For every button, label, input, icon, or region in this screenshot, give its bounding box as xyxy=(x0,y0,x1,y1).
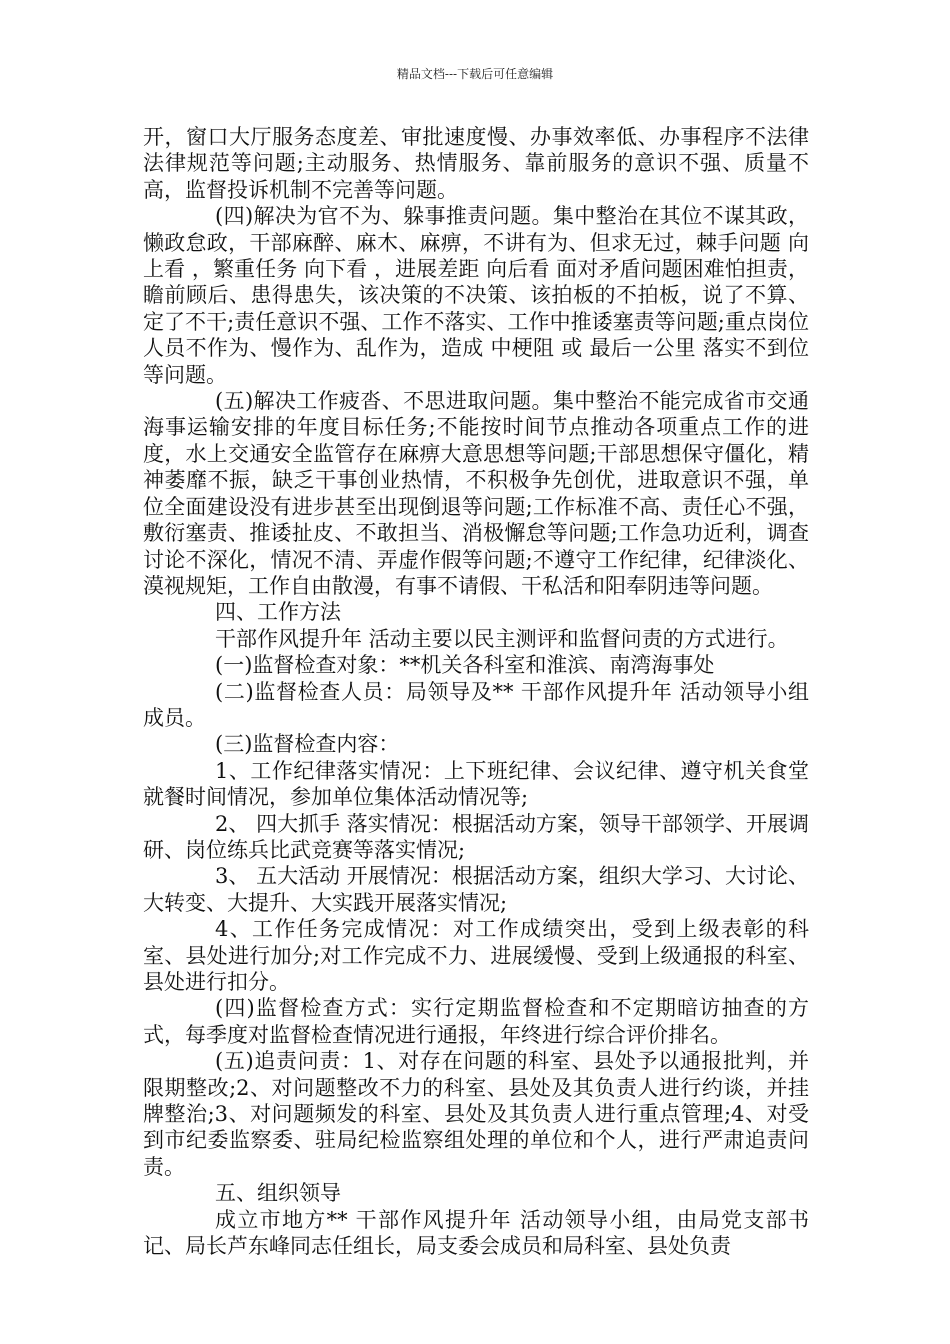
paragraph-method-intro: 干部作风提升年 活动主要以民主测评和监督问责的方式进行。 xyxy=(215,626,789,651)
list-item-five-activities: 3、 五大活动 开展情况：根据活动方案，组织大学习、大讨论、大转变、大提升、大实践开展落实情况; xyxy=(143,864,809,915)
paragraph-inspection-targets: (一)监督检查对象：**机关各科室和淮滨、南湾海事处 xyxy=(215,653,715,678)
section-heading-work-method: 四、工作方法 xyxy=(215,600,341,625)
paragraph-continuation: 开，窗口大厅服务态度差、审批速度慢、办事效率低、办事程序不法律法律规范等问题;主动服务、热情服务、靠前服务的意识不强、质量不高，监督投诉机制不完善等问题。 xyxy=(143,125,809,202)
list-item-task-completion: 4、工作任务完成情况：对工作成绩突出，受到上级表彰的科室、县处进行加分;对工作完成不力、进展缓慢、受到上级通报的科室、县处进行扣分。 xyxy=(143,917,809,994)
paragraph-section-4-officials: (四)解决为官不为、躲事推责问题。集中整治在其位不谋其政，懒政怠政，干部麻醉、麻木、麻痹，不讲有为、但求无过，棘手问题 向上看 ，繁重任务 向下看 ，进展差距 向后看 面对矛盾问题困难怕担责，瞻前顾后、患得患失，该决策的不决策、该拍板的不拍板，说了不算、定了不干;责任意识不强、工作不落实、工作中推诿塞责等问题;重点岗位人员不作为、慢作为、乱作为，造成 中梗阻 或 最后一公里 落实不到位等问题。 xyxy=(143,204,809,387)
list-item-four-pillars: 2、 四大抓手 落实情况：根据活动方案，领导干部领学、开展调研、岗位练兵比武竞赛等落实情况; xyxy=(143,811,809,862)
document-body xyxy=(143,124,809,1259)
paragraph-inspection-content: (三)监督检查内容： xyxy=(215,732,400,757)
paragraph-inspection-method: (四)监督检查方式：实行定期监督检查和不定期暗访抽查的方式，每季度对监督检查情况进行通报，年终进行综合评价排名。 xyxy=(143,996,809,1047)
list-item-discipline: 1、工作纪律落实情况：上下班纪律、会议纪律、遵守机关食堂就餐时间情况，参加单位集体活动情况等; xyxy=(143,758,809,810)
paragraph-leadership-group: 成立市地方** 干部作风提升年 活动领导小组，由局党支部书记、局长芦东峰同志任组长，局支委会成员和局科室、县处负责 xyxy=(143,1207,809,1259)
section-heading-leadership: 五、组织领导 xyxy=(215,1181,341,1206)
paragraph-inspection-personnel: (二)监督检查人员：局领导及** 干部作风提升年 活动领导小组成员。 xyxy=(143,679,809,730)
paragraph-section-5-fatigue: (五)解决工作疲沓、不思进取问题。集中整治不能完成省市交通海事运输安排的年度目标任务;不能按时间节点推动各项重点工作的进度，水上交通安全监管存在麻痹大意思想等问题;干部思想保守僵化，精神萎靡不振，缺乏干事创业热情，不积极争先创优，进取意识不强，单位全面建设没有进步甚至出现倒退等问题;工作标准不高、责任心不强，敷衍塞责、推诿扯皮、不敢担当、消极懈怠等问题;工作急功近利，调查讨论不深化，情况不清、弄虚作假等问题;不遵守工作纪律，纪律淡化、漠视规矩，工作自由散漫，有事不请假、干私活和阳奉阴违等问题。 xyxy=(143,389,809,598)
page-header: 精品文档---下载后可任意编辑 xyxy=(396,67,554,81)
paragraph-accountability: (五)追责问责：1、对存在问题的科室、县处予以通报批判，并限期整改;2、对问题整改不力的科室、县处及其负责人进行约谈，并挂牌整治;3、对问题频发的科室、县处及其负责人进行重点管理;4、对受到市纪委监察委、驻局纪检监察组处理的单位和个人，进行严肃追责问责。 xyxy=(143,1049,809,1179)
